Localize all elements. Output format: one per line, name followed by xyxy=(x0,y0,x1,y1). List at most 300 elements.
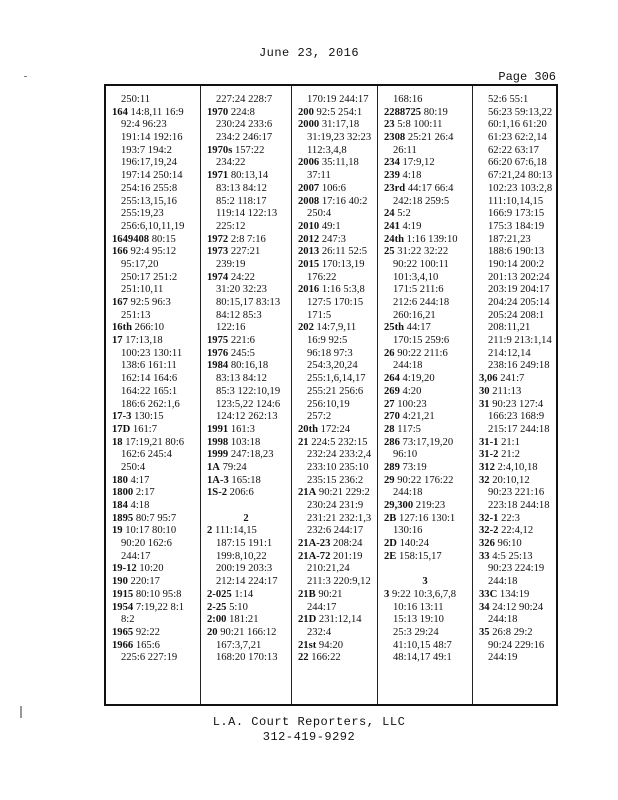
index-entry xyxy=(112,322,200,335)
index-continuation: 37:11 xyxy=(307,170,331,182)
index-continuation: 90:20 162:6 xyxy=(121,538,172,550)
index-term: 21A-72 xyxy=(298,550,331,562)
index-term: 2007 xyxy=(298,182,320,194)
index-references: 73:19 xyxy=(399,461,427,473)
index-entry xyxy=(112,487,200,500)
index-references: 17:13,18 xyxy=(122,335,163,347)
index-continuation: 187:15 191:1 xyxy=(216,538,273,550)
index-continuation: 80:15,17 83:13 xyxy=(216,297,281,308)
index-entry xyxy=(479,449,556,462)
index-term: 28 xyxy=(384,423,395,435)
index-references: 92:5 254:1 xyxy=(313,106,363,118)
index-references: 111:14,15 xyxy=(212,525,257,537)
index-continuation: 232:24 233:2,4 xyxy=(307,449,372,461)
index-entry xyxy=(384,475,472,488)
index-references: 1:16 5:3,8 xyxy=(319,284,365,296)
index-references: 94:20 xyxy=(316,639,344,651)
index-term: 1972 xyxy=(207,233,229,245)
scan-speck xyxy=(20,706,22,718)
index-entry xyxy=(479,462,556,475)
index-continuation: 250:4 xyxy=(121,461,146,473)
index-continuation: 26:11 xyxy=(393,144,417,156)
index-continuation: 244:18 xyxy=(488,614,518,626)
index-entry xyxy=(298,551,377,564)
index-term: 29,300 xyxy=(384,500,414,511)
index-references: 106:6 xyxy=(319,182,346,194)
index-entry xyxy=(298,284,377,297)
index-term: 1974 xyxy=(207,271,229,283)
index-continuation: 90:23 221:16 xyxy=(488,487,545,499)
index-continuation: 260:16,21 xyxy=(393,309,436,321)
index-continuation: 196:17,19,24 xyxy=(121,157,177,169)
index-term: 20th xyxy=(298,423,319,435)
index-entry xyxy=(112,411,200,424)
index-continuation: 244:17 xyxy=(307,601,337,613)
index-references: 17:9,12 xyxy=(399,157,435,169)
index-term: 239 xyxy=(384,170,400,182)
index-term: 21B xyxy=(298,588,316,600)
index-entry xyxy=(479,399,556,412)
index-continuation: 52:6 55:1 xyxy=(488,94,529,105)
scan-speck xyxy=(24,76,27,77)
index-term: 20 xyxy=(207,626,218,638)
index-term: 33 xyxy=(479,550,490,562)
index-references: 208:24 xyxy=(330,538,363,550)
index-term: 202 xyxy=(298,322,314,334)
index-continuation: 67:21,24 80:13 xyxy=(488,170,553,182)
index-references: 22:3 xyxy=(498,512,520,524)
index-term: 1984 xyxy=(207,360,229,372)
index-column-3 xyxy=(291,86,377,704)
index-entry xyxy=(298,538,377,551)
index-term: 1A-3 xyxy=(207,474,229,486)
index-continuation: 254:16 255:8 xyxy=(121,182,178,194)
index-term: 1991 xyxy=(207,423,229,435)
index-term: 1973 xyxy=(207,246,229,258)
index-entry xyxy=(207,462,291,475)
index-entry xyxy=(112,627,200,640)
index-term: 241 xyxy=(384,220,400,232)
index-entry xyxy=(207,627,291,640)
index-entry xyxy=(298,107,377,120)
index-continuation: 186:6 262:1,6 xyxy=(121,398,180,410)
court-reporter-name: L.A. Court Reporters, LLC xyxy=(212,715,406,729)
index-continuation: 227:24 228:7 xyxy=(216,94,273,105)
index-term: 1998 xyxy=(207,436,229,448)
index-references: 4:20 xyxy=(399,385,422,397)
index-column-5 xyxy=(472,86,556,704)
index-references: 31:22 32:22 xyxy=(394,246,449,258)
index-entry xyxy=(384,208,472,221)
index-continuation: 8:2 xyxy=(121,614,135,626)
index-continuation: 102:23 103:2,8 xyxy=(488,182,553,194)
index-entry xyxy=(384,399,472,412)
index-continuation: 168:16 xyxy=(393,94,423,105)
index-entry xyxy=(384,462,472,475)
index-continuation: 251:13 xyxy=(121,309,151,321)
index-term: 2-025 xyxy=(207,588,232,600)
index-term: 23 xyxy=(384,119,395,131)
index-term: 2-25 xyxy=(207,601,227,613)
index-entry xyxy=(298,589,377,602)
index-continuation: 31:19,23 32:23 xyxy=(307,132,372,144)
index-references: 211:13 xyxy=(489,385,522,397)
index-continuation: 162:6 245:4 xyxy=(121,449,172,461)
index-entry xyxy=(207,145,291,158)
index-continuation: 244:18 xyxy=(393,360,423,372)
index-term: 200 xyxy=(298,106,314,118)
index-continuation: 138:6 161:11 xyxy=(121,360,177,372)
index-term: 2006 xyxy=(298,157,320,169)
index-continuation: 66:20 67:6,18 xyxy=(488,157,547,169)
index-continuation: 250:4 xyxy=(307,208,332,220)
index-references: 181:21 xyxy=(226,614,259,626)
index-entry xyxy=(207,246,291,259)
index-entry xyxy=(298,614,377,627)
index-term: 312 xyxy=(479,461,495,473)
index-term: 2288725 xyxy=(384,106,422,118)
index-references: 20:10,12 xyxy=(489,474,530,486)
index-references: 80:16,18 xyxy=(228,360,269,372)
index-term: 184 xyxy=(112,500,128,511)
index-references: 224:8 xyxy=(228,106,255,118)
index-term: 24 xyxy=(384,208,395,220)
index-term: 26 xyxy=(384,347,395,359)
index-entry xyxy=(479,538,556,551)
index-continuation: 175:3 184:19 xyxy=(488,220,545,232)
index-continuation: 255:1,6,14,17 xyxy=(307,373,366,385)
index-references: 21:2 xyxy=(498,449,520,461)
index-entry xyxy=(298,119,377,132)
index-term: 1954 xyxy=(112,601,134,613)
index-term: 24th xyxy=(384,233,405,245)
index-references: 80:10 95:8 xyxy=(133,588,182,600)
index-term: 23rd xyxy=(384,182,406,194)
index-term: 34 xyxy=(479,601,490,613)
index-continuation: 230:24 231:9 xyxy=(307,500,364,511)
index-continuation: 170:19 244:17 xyxy=(307,94,369,105)
index-continuation: 231:21 232:1,3 xyxy=(307,512,372,524)
index-references: 22:4,12 xyxy=(498,525,534,537)
index-entry xyxy=(384,170,472,183)
index-references: 1:14 xyxy=(231,588,254,600)
index-references: 221:6 xyxy=(228,335,255,347)
index-term: 1975 xyxy=(207,335,229,347)
index-entry xyxy=(384,183,472,196)
index-entry xyxy=(298,157,377,170)
index-references: 140:24 xyxy=(396,538,430,550)
page-number: Page 306 xyxy=(498,70,556,84)
index-entry xyxy=(207,234,291,247)
index-continuation: 215:17 244:18 xyxy=(488,423,550,435)
index-continuation: 119:14 122:13 xyxy=(216,208,278,220)
index-continuation: 83:13 84:12 xyxy=(216,182,267,194)
index-references: 157:22 xyxy=(232,144,265,156)
index-references: 49:1 xyxy=(319,220,341,232)
index-continuation: 203:19 204:17 xyxy=(488,284,550,296)
index-continuation: 255:13,15,16 xyxy=(121,195,177,207)
index-references: 127:16 130:1 xyxy=(396,512,456,524)
index-continuation: 205:24 208:1 xyxy=(488,309,545,321)
index-entry xyxy=(384,589,472,602)
index-references: 44:17 66:4 xyxy=(405,182,454,194)
index-entry xyxy=(207,348,291,361)
index-term: 3,06 xyxy=(479,373,498,385)
index-continuation: 25:3 29:24 xyxy=(393,626,439,638)
index-term: 21A-23 xyxy=(298,538,331,550)
index-entry xyxy=(207,589,291,602)
index-term: 2D xyxy=(384,538,397,550)
index-entry xyxy=(384,513,472,526)
index-references: 7:19,22 8:1 xyxy=(133,601,185,613)
index-term: 17D xyxy=(112,423,131,435)
index-entry xyxy=(207,335,291,348)
index-references: 17:19,21 80:6 xyxy=(122,436,185,448)
index-continuation: 127:5 170:15 xyxy=(307,297,364,308)
section-heading: 3 xyxy=(422,576,428,588)
index-continuation: 250:17 251:2 xyxy=(121,271,178,283)
index-term: 16th xyxy=(112,322,133,334)
index-term: 29 xyxy=(384,474,395,486)
index-references: 26:8 29:2 xyxy=(489,626,533,638)
index-term: 1966 xyxy=(112,639,134,651)
index-references: 96:10 xyxy=(494,538,522,550)
index-term: 32-2 xyxy=(479,525,499,537)
index-references: 10:20 xyxy=(136,563,164,575)
index-continuation: 197:14 250:14 xyxy=(121,170,183,182)
index-references: 80:19 xyxy=(421,106,448,118)
index-entry xyxy=(112,513,200,526)
index-references: 5:2 xyxy=(394,208,411,220)
index-term: 1S-2 xyxy=(207,487,228,499)
index-references: 90:22 211:6 xyxy=(394,347,448,359)
index-references: 4:21,21 xyxy=(399,411,435,423)
index-references: 79:24 xyxy=(219,461,247,473)
index-references: 44:17 xyxy=(404,322,431,334)
index-entry xyxy=(112,525,200,538)
section-heading: 2 xyxy=(243,512,249,524)
index-entry xyxy=(112,475,200,488)
index-entry xyxy=(112,602,200,615)
index-entry xyxy=(479,386,556,399)
index-continuation: 90:22 100:11 xyxy=(393,258,449,270)
index-term: 326 xyxy=(479,538,495,550)
index-continuation: 212:6 244:18 xyxy=(393,297,450,308)
index-continuation: 176:22 xyxy=(307,271,337,283)
index-term: 164 xyxy=(112,106,128,118)
index-references: 2:8 7:16 xyxy=(228,233,266,245)
index-continuation: 85:3 122:10,19 xyxy=(216,385,281,397)
index-continuation: 193:7 194:2 xyxy=(121,144,172,156)
index-continuation: 256:10,19 xyxy=(307,398,350,410)
index-entry xyxy=(207,360,291,373)
index-entry xyxy=(207,437,291,450)
index-continuation: 101:3,4,10 xyxy=(393,271,439,283)
index-term: 22 xyxy=(298,652,309,664)
index-continuation: 15:13 19:10 xyxy=(393,614,444,626)
index-term: 2:00 xyxy=(207,614,227,626)
index-continuation: 41:10,15 48:7 xyxy=(393,639,452,651)
index-references: 4:19,20 xyxy=(399,373,435,385)
index-continuation: 162:14 164:6 xyxy=(121,373,178,385)
index-continuation: 234:22 xyxy=(216,157,246,169)
index-entry xyxy=(384,221,472,234)
index-term: 2015 xyxy=(298,258,320,270)
index-references: 73:17,19,20 xyxy=(399,436,454,448)
index-term: 32-1 xyxy=(479,512,499,524)
index-references: 241:7 xyxy=(497,373,525,385)
index-references: 92:22 xyxy=(133,626,160,638)
index-continuation: 244:19 xyxy=(488,652,518,664)
index-references: 134:19 xyxy=(497,588,530,600)
index-references: 4:18 xyxy=(127,500,150,511)
index-term: 234 xyxy=(384,157,400,169)
index-continuation: 191:14 192:16 xyxy=(121,132,183,144)
index-term: 2008 xyxy=(298,195,320,207)
index-entry xyxy=(384,107,472,120)
index-continuation: 96:18 97:3 xyxy=(307,347,353,359)
index-term: 2308 xyxy=(384,132,406,144)
index-references: 227:21 xyxy=(228,246,261,258)
index-continuation: 171:5 211:6 xyxy=(393,284,444,296)
blank-line xyxy=(384,563,472,576)
index-references: 10:17 80:10 xyxy=(122,525,177,537)
index-entry xyxy=(479,513,556,526)
index-references: 158:15,17 xyxy=(396,550,442,562)
index-term: 1965 xyxy=(112,626,134,638)
index-term: 2013 xyxy=(298,246,320,258)
index-entry xyxy=(298,234,377,247)
index-term: 2012 xyxy=(298,233,320,245)
index-term: 1970s xyxy=(207,144,233,156)
index-term: 21D xyxy=(298,614,317,626)
index-term: 166 xyxy=(112,246,128,258)
index-entry xyxy=(112,297,200,310)
index-entry xyxy=(207,602,291,615)
index-references: 5:10 xyxy=(226,601,248,613)
index-term: 1895 xyxy=(112,512,134,524)
index-continuation: 84:12 85:3 xyxy=(216,309,262,321)
index-references: 24:22 xyxy=(228,271,255,283)
index-continuation: 31:20 32:23 xyxy=(216,284,267,296)
index-entry xyxy=(298,322,377,335)
index-continuation: 244:18 xyxy=(488,576,518,588)
index-continuation: 48:14,17 49:1 xyxy=(393,652,452,664)
index-references: 90:23 127:4 xyxy=(489,398,544,410)
index-continuation: 85:2 118:17 xyxy=(216,195,267,207)
index-term: 31 xyxy=(479,398,490,410)
index-references: 80:15 xyxy=(149,233,176,245)
index-continuation: 92:4 96:23 xyxy=(121,119,167,131)
index-term: 31-2 xyxy=(479,449,499,461)
index-references: 4:18 xyxy=(399,170,422,182)
index-term: 1971 xyxy=(207,170,229,182)
index-continuation: 164:22 165:1 xyxy=(121,385,178,397)
index-term: 3 xyxy=(384,588,390,600)
index-entry xyxy=(384,119,472,132)
index-continuation: 244:17 xyxy=(121,550,151,562)
index-references: 5:8 100:11 xyxy=(394,119,443,131)
index-references: 220:17 xyxy=(127,576,160,588)
index-entry xyxy=(112,576,200,589)
index-continuation: 212:14 224:17 xyxy=(216,576,278,588)
index-term: 19-12 xyxy=(112,563,137,575)
word-index-table xyxy=(104,84,558,706)
index-term: 21 xyxy=(298,436,309,448)
index-continuation: 90:23 224:19 xyxy=(488,563,545,575)
index-continuation: 95:17,20 xyxy=(121,258,159,270)
index-references: 247:18,23 xyxy=(228,449,274,461)
index-column-2 xyxy=(200,86,291,704)
index-term: 1999 xyxy=(207,449,229,461)
index-continuation: 208:11,21 xyxy=(488,322,531,334)
index-continuation: 254:3,20,24 xyxy=(307,360,358,372)
index-term: 2B xyxy=(384,512,397,524)
index-continuation: 238:16 249:18 xyxy=(488,360,550,372)
index-continuation: 223:18 244:18 xyxy=(488,500,550,511)
index-references: 166:22 xyxy=(308,652,341,664)
index-references: 31:17,18 xyxy=(319,119,360,131)
index-continuation: 10:16 13:11 xyxy=(393,601,444,613)
index-term: 1A xyxy=(207,461,220,473)
index-entry xyxy=(384,246,472,259)
index-entry xyxy=(479,475,556,488)
index-entry xyxy=(298,437,377,450)
index-continuation: 130:16 xyxy=(393,525,423,537)
index-entry xyxy=(207,475,291,488)
index-references: 2:4,10,18 xyxy=(494,461,538,473)
index-entry xyxy=(298,183,377,196)
index-continuation: 112:3,4,8 xyxy=(307,144,347,156)
index-references: 92:5 96:3 xyxy=(127,297,171,308)
index-references: 247:3 xyxy=(319,233,346,245)
index-term: 25 xyxy=(384,246,395,258)
index-references: 4:5 25:13 xyxy=(489,550,533,562)
index-entry xyxy=(384,538,472,551)
index-term: 19 xyxy=(112,525,123,537)
index-references: 100:23 xyxy=(394,398,427,410)
index-entry xyxy=(479,437,556,450)
index-references: 4:19 xyxy=(399,220,422,232)
index-term: 1970 xyxy=(207,106,229,118)
index-entry xyxy=(298,652,377,665)
index-entry xyxy=(384,411,472,424)
index-entry xyxy=(384,500,472,513)
index-continuation: 90:24 229:16 xyxy=(488,639,545,651)
index-entry xyxy=(112,234,200,247)
index-continuation: 235:15 236:2 xyxy=(307,474,364,486)
index-entry xyxy=(207,525,291,538)
index-entry xyxy=(112,246,200,259)
index-entry xyxy=(298,640,377,653)
index-continuation: 232:6 244:17 xyxy=(307,525,364,537)
index-entry xyxy=(384,424,472,437)
index-references: 2:17 xyxy=(133,487,155,499)
index-continuation: 171:5 xyxy=(307,309,332,321)
index-entry xyxy=(384,234,472,247)
index-term: 1915 xyxy=(112,588,134,600)
index-continuation: 166:9 173:15 xyxy=(488,208,545,220)
deposition-date: June 23, 2016 xyxy=(258,46,360,60)
index-continuation: 214:12,14 xyxy=(488,347,531,359)
index-entry xyxy=(298,196,377,209)
index-continuation: 167:3,7,21 xyxy=(216,639,262,651)
index-continuation: 187:21,23 xyxy=(488,233,531,245)
index-continuation: 170:15 259:6 xyxy=(393,335,450,347)
index-references: 165:18 xyxy=(228,474,261,486)
blank-line xyxy=(207,500,291,513)
index-term: 269 xyxy=(384,385,400,397)
